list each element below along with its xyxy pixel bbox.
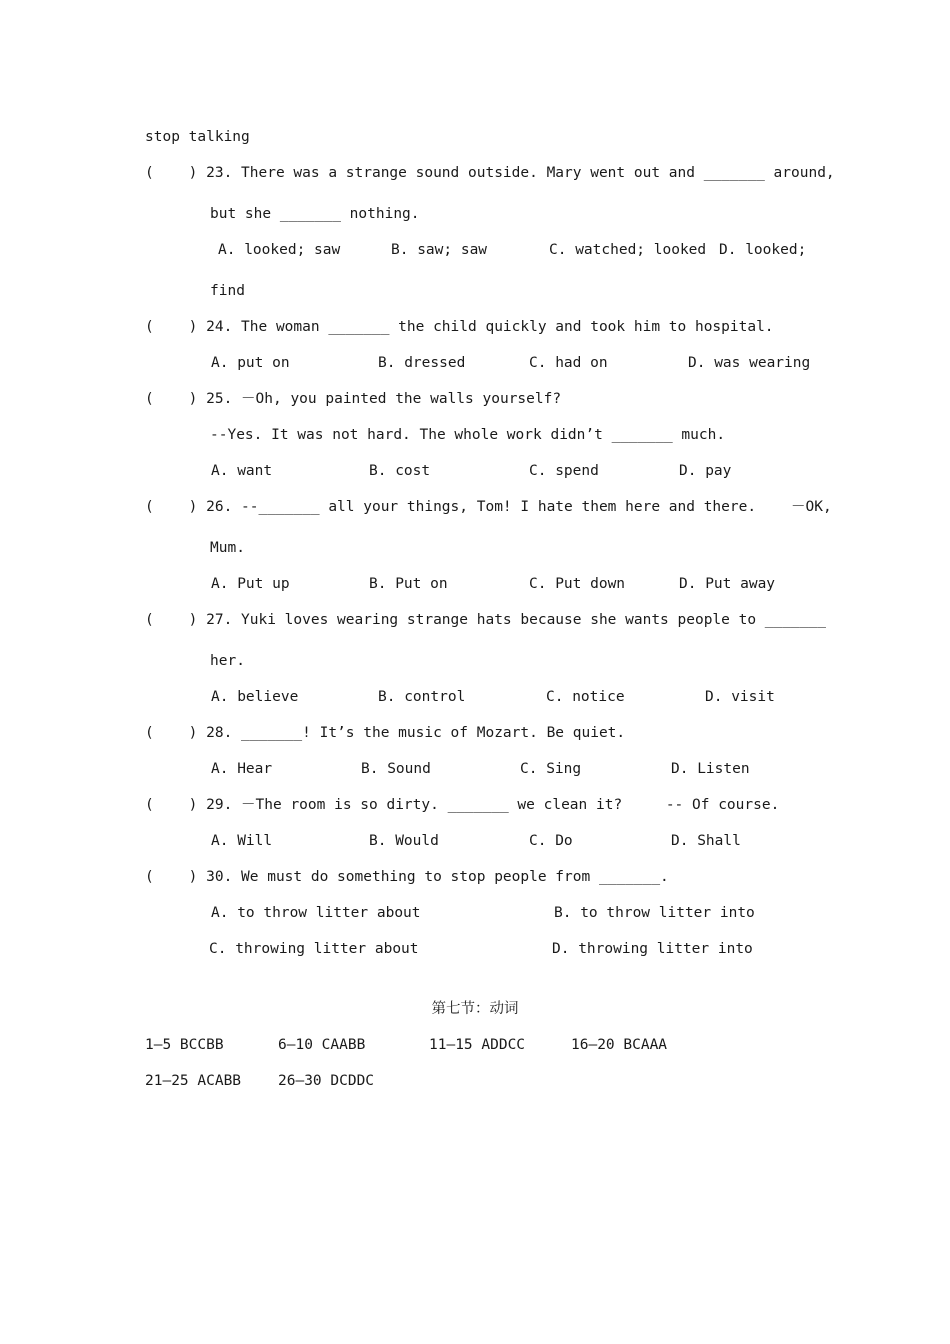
answer-range-26-30: 26—30 DCDDC — [278, 1073, 375, 1089]
q25-option-c: C. spend — [529, 463, 599, 479]
q30-option-b: B. to throw litter into — [554, 905, 755, 921]
q30-option-c: C. throwing litter about — [209, 941, 419, 957]
q23-option-a: A. looked; saw — [218, 242, 341, 258]
q24-option-d: D. was wearing — [688, 355, 811, 371]
q28-option-c: C. Sing — [520, 761, 582, 777]
q30-option-d: D. throwing litter into — [552, 941, 753, 957]
question-23: ( ) 23. There was a strange sound outside. Mary went out and _______ around, — [145, 165, 835, 181]
answer-key-title: 第七节：动词 — [431, 1001, 519, 1017]
question-23-continuation: but she _______ nothing. — [210, 206, 420, 222]
question-29: ( ) 29. －The room is so dirty. _______ we clean it? -- Of course. — [145, 797, 780, 813]
q25-option-b: B. cost — [369, 463, 431, 479]
q29-option-a: A. Will — [211, 833, 273, 849]
q26-option-a: A. Put up — [211, 576, 290, 592]
q23-option-d: D. looked; — [719, 242, 807, 258]
answer-range-6-10: 6—10 CAABB — [278, 1037, 366, 1053]
answer-range-16-20: 16—20 BCAAA — [571, 1037, 668, 1053]
answer-range-21-25: 21—25 ACABB — [145, 1073, 242, 1089]
q24-option-b: B. dressed — [378, 355, 466, 371]
q24-option-c: C. had on — [529, 355, 608, 371]
q25-option-a: A. want — [211, 463, 273, 479]
q23-option-b: B. saw; saw — [391, 242, 488, 258]
question-26-continuation: Mum. — [210, 540, 245, 556]
q29-option-c: C. Do — [529, 833, 573, 849]
q27-option-a: A. believe — [211, 689, 299, 705]
q26-option-c: C. Put down — [529, 576, 626, 592]
q27-option-d: D. visit — [705, 689, 775, 705]
q25-option-d: D. pay — [679, 463, 732, 479]
q28-option-d: D. Listen — [671, 761, 750, 777]
q26-option-d: D. Put away — [679, 576, 776, 592]
q24-option-a: A. put on — [211, 355, 290, 371]
q29-option-d: D. Shall — [671, 833, 741, 849]
q28-option-a: A. Hear — [211, 761, 273, 777]
question-27: ( ) 27. Yuki loves wearing strange hats because she wants people to _______ — [145, 612, 826, 628]
question-24: ( ) 24. The woman _______ the child quickly and took him to hospital. — [145, 319, 774, 335]
q27-option-c: C. notice — [546, 689, 625, 705]
q23-option-d-continuation: find — [210, 283, 245, 299]
q23-option-c: C. watched; looked — [549, 242, 707, 258]
question-30: ( ) 30. We must do something to stop people from _______. — [145, 869, 669, 885]
q28-option-b: B. Sound — [361, 761, 431, 777]
q27-option-b: B. control — [378, 689, 466, 705]
question-26: ( ) 26. --_______ all your things, Tom! I hate them here and there. －OK, — [145, 499, 832, 515]
q30-option-a: A. to throw litter about — [211, 905, 421, 921]
q26-option-b: B. Put on — [369, 576, 448, 592]
question-27-continuation: her. — [210, 653, 245, 669]
question-25-continuation: --Yes. It was not hard. The whole work didn’t _______ much. — [210, 427, 726, 443]
question-28: ( ) 28. _______! It’s the music of Mozart. Be quiet. — [145, 725, 626, 741]
q29-option-b: B. Would — [369, 833, 439, 849]
continuation-text: stop talking — [145, 129, 250, 145]
answer-range-1-5: 1—5 BCCBB — [145, 1037, 224, 1053]
question-25: ( ) 25. －Oh, you painted the walls yourself? — [145, 391, 562, 407]
answer-range-11-15: 11—15 ADDCC — [429, 1037, 526, 1053]
